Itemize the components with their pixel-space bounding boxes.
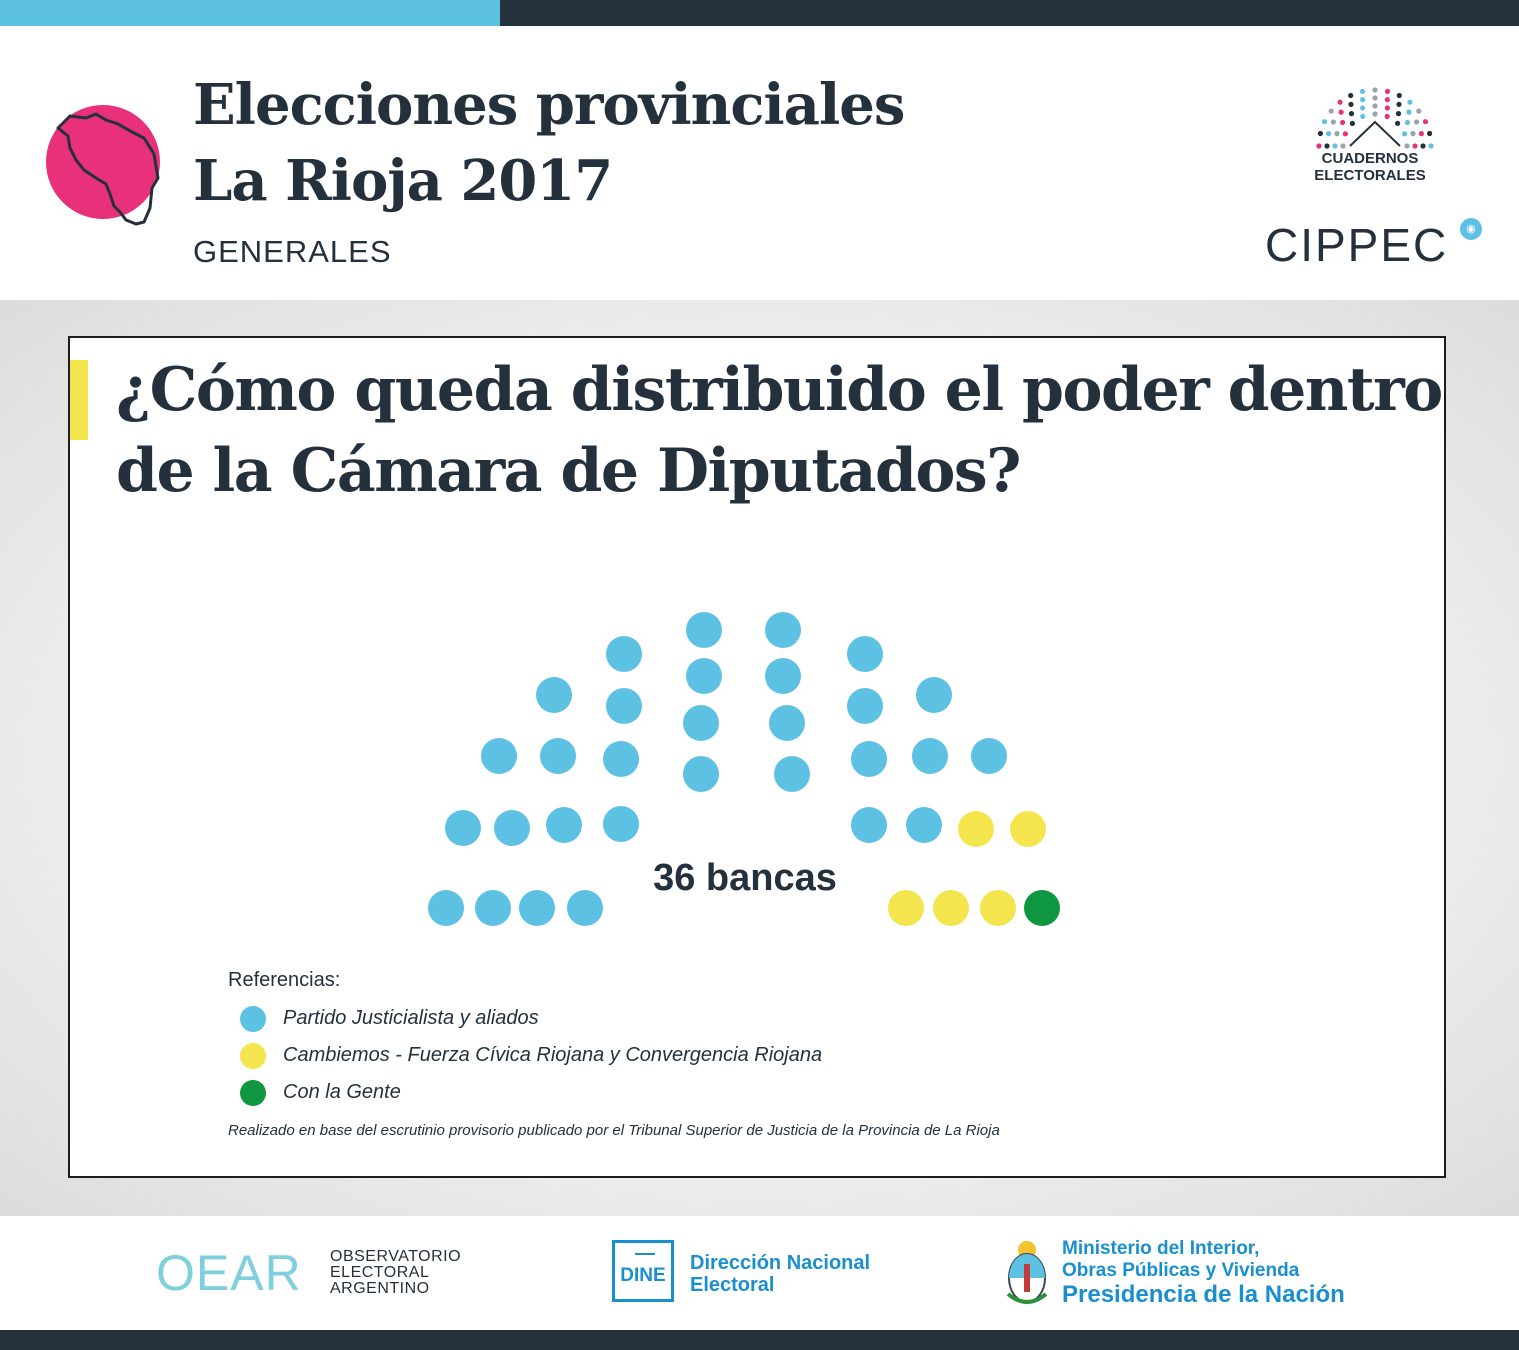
cuadernos-logo-dot bbox=[1385, 105, 1390, 110]
legend-swatch-con-la-gente bbox=[240, 1080, 266, 1106]
legend-label-pj: Partido Justicialista y aliados bbox=[283, 1007, 539, 1029]
oear-text bbox=[330, 1249, 461, 1297]
cippec-badge-icon: ◉ bbox=[1460, 218, 1482, 240]
cuadernos-logo-dot bbox=[1423, 119, 1428, 124]
cuadernos-roof-icon bbox=[1350, 122, 1400, 146]
source-note: Realizado en base del escrutinio provisorio publicado por el Tribunal Superior de Justicia de la Provincia de La Rioja bbox=[228, 1122, 1000, 1139]
cuadernos-logo-dot bbox=[1372, 87, 1377, 92]
question-line1: ¿Cómo queda distribuido el poder dentro bbox=[116, 355, 1442, 425]
cuadernos-logo-dot bbox=[1416, 109, 1421, 114]
legend-title: Referencias: bbox=[228, 969, 341, 991]
oear-line1: OBSERVATORIO bbox=[330, 1248, 462, 1265]
dine-logo-bar bbox=[635, 1253, 655, 1255]
cippec-logo: CIPPEC bbox=[1265, 219, 1449, 271]
dine-text bbox=[690, 1252, 870, 1296]
cuadernos-logo-dot bbox=[1316, 143, 1321, 148]
cuadernos-logo-dot bbox=[1405, 120, 1410, 125]
cuadernos-logo-dot bbox=[1332, 143, 1337, 148]
cuadernos-logo-dot bbox=[1385, 114, 1390, 119]
top-bar-accent bbox=[0, 0, 500, 26]
seat-total-label: 36 bancas bbox=[653, 857, 837, 899]
oear-logo: OEAR bbox=[156, 1245, 302, 1301]
legend-label-cambiemos: Cambiemos - Fuerza Cívica Riojana y Convergencia Riojana bbox=[283, 1044, 823, 1066]
dine-line2: Electoral bbox=[690, 1274, 775, 1296]
question-accent-bar bbox=[70, 360, 88, 440]
cuadernos-logo-dot bbox=[1397, 93, 1402, 98]
cuadernos-logo-dot bbox=[1350, 121, 1355, 126]
cuadernos-electorales-text bbox=[1300, 150, 1440, 184]
cuadernos-logo-dot bbox=[1348, 102, 1353, 107]
dine-line1: Dirección Nacional bbox=[690, 1252, 871, 1274]
oear-line3: ARGENTINO bbox=[330, 1280, 430, 1297]
page-title-line2: La Rioja 2017 bbox=[193, 148, 613, 214]
page-title-line1: Elecciones provinciales bbox=[193, 72, 905, 138]
top-bar bbox=[0, 0, 1519, 26]
cuadernos-logo-dot bbox=[1427, 131, 1432, 136]
cuadernos-logo-dot bbox=[1406, 110, 1411, 115]
cuadernos-logo-dot bbox=[1402, 131, 1407, 136]
ministry-line3: Presidencia de la Nación bbox=[1062, 1281, 1345, 1308]
ministry-line2: Obras Públicas y Vivienda bbox=[1062, 1260, 1300, 1281]
cuadernos-logo-dot bbox=[1395, 121, 1400, 126]
cuadernos-logo-dot bbox=[1396, 102, 1401, 107]
cuadernos-logo-dot bbox=[1329, 109, 1334, 114]
dine-logo bbox=[612, 1240, 674, 1302]
cuadernos-logo-dot bbox=[1420, 143, 1425, 148]
cuadernos-logo-dot bbox=[1343, 131, 1348, 136]
cuadernos-logo-dot bbox=[1404, 143, 1409, 148]
page-subtitle: GENERALES bbox=[193, 234, 392, 269]
cuadernos-logo-dot bbox=[1372, 103, 1377, 108]
ministry-line1: Ministerio del Interior, bbox=[1062, 1238, 1260, 1259]
question-line2: de la Cámara de Diputados? bbox=[116, 436, 1020, 506]
cuadernos-logo-dot bbox=[1412, 143, 1417, 148]
national-shield-icon bbox=[1004, 1238, 1050, 1308]
la-rioja-map-icon bbox=[40, 80, 180, 240]
cuadernos-logo-dot bbox=[1360, 114, 1365, 119]
cuadernos-logo-dot bbox=[1372, 111, 1377, 116]
oear-line2: ELECTORAL bbox=[330, 1264, 430, 1281]
cuadernos-logo-dot bbox=[1326, 131, 1331, 136]
cuadernos-logo-dot bbox=[1324, 143, 1329, 148]
cuadernos-logo-dot bbox=[1339, 110, 1344, 115]
cuadernos-logo-dot bbox=[1338, 100, 1343, 105]
cuadernos-logo-dot bbox=[1428, 143, 1433, 148]
cuadernos-line2: ELECTORALES bbox=[1314, 167, 1426, 184]
legend-swatch-cambiemos bbox=[240, 1043, 266, 1069]
cuadernos-logo-dot bbox=[1331, 119, 1336, 124]
cuadernos-logo-dot bbox=[1372, 95, 1377, 100]
legend-label-con-la-gente: Con la Gente bbox=[283, 1081, 401, 1103]
cuadernos-logo-dot bbox=[1410, 131, 1415, 136]
cuadernos-logo-dot bbox=[1340, 120, 1345, 125]
cuadernos-logo-dot bbox=[1322, 119, 1327, 124]
dine-logo-word: DINE bbox=[620, 1265, 666, 1286]
cuadernos-logo-dot bbox=[1385, 97, 1390, 102]
cuadernos-logo-dot bbox=[1348, 93, 1353, 98]
cuadernos-logo-dot bbox=[1334, 131, 1339, 136]
cuadernos-logo-dot bbox=[1414, 119, 1419, 124]
cuadernos-logo-dot bbox=[1360, 97, 1365, 102]
cuadernos-logo-dot bbox=[1318, 131, 1323, 136]
cuadernos-logo-dot bbox=[1349, 111, 1354, 116]
cuadernos-logo-dot bbox=[1396, 111, 1401, 116]
shield-pike bbox=[1024, 1264, 1030, 1292]
cuadernos-logo-dot bbox=[1360, 105, 1365, 110]
legend-swatch-pj bbox=[240, 1006, 266, 1032]
cuadernos-logo-dot bbox=[1340, 143, 1345, 148]
cuadernos-line1: CUADERNOS bbox=[1321, 150, 1419, 167]
bottom-bar bbox=[0, 1330, 1519, 1350]
cuadernos-logo-dot bbox=[1360, 89, 1365, 94]
cuadernos-logo-dot bbox=[1407, 100, 1412, 105]
cuadernos-logo-dot bbox=[1419, 131, 1424, 136]
cuadernos-logo-dot bbox=[1385, 89, 1390, 94]
